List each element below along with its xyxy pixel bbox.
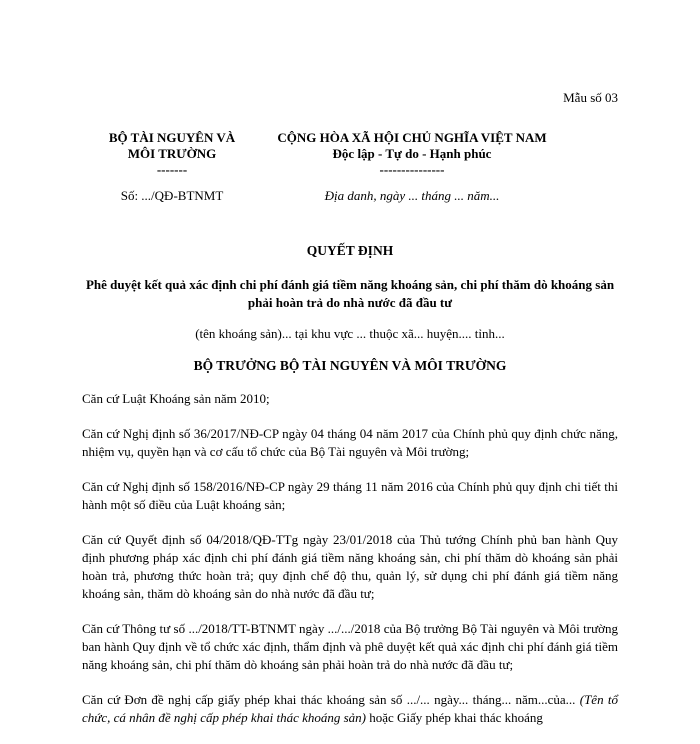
form-number: Mẫu số 03 xyxy=(563,90,618,105)
ministry-header xyxy=(82,130,262,178)
document-title: QUYẾT ĐỊNH xyxy=(306,243,394,258)
document-number: Số: .../QĐ-BTNMT xyxy=(120,188,224,203)
legal-basis-paragraph: Căn cứ Quyết định số 04/2018/QĐ-TTg ngày 23/01/2018 của Thủ tướng Chính phủ ban hành Quy định phương pháp xác định chi phí đánh giá tiềm năng khoáng sản, chi phí thăm dò khoáng sản phải hoàn trả, phương thức hoàn trả; quy định chế độ thu, quản lý, sử dụng chi phí đánh giá tiềm năng khoáng sản, thăm dò khoáng sản do nhà nước đã đầu tư; xyxy=(82,532,618,601)
ministry-name-line1: BỘ TÀI NGUYÊN VÀ xyxy=(108,130,236,145)
nation-header xyxy=(262,130,562,178)
nation-name: CỘNG HÒA XÃ HỘI CHỦ NGHĨA VIỆT NAM xyxy=(277,130,547,145)
paragraph-text-start: Căn cứ Đơn đề nghị cấp giấy phép khai thác khoáng sản số .../... ngày... tháng... năm...của... xyxy=(82,692,576,707)
nation-motto: Độc lập - Tự do - Hạnh phúc xyxy=(332,146,492,161)
issuing-authority: BỘ TRƯỞNG BỘ TÀI NGUYÊN VÀ MÔI TRƯỜNG xyxy=(193,358,507,373)
legal-basis-paragraph: Căn cứ Nghị định số 36/2017/NĐ-CP ngày 04 tháng 04 năm 2017 của Chính phủ quy định chức năng, nhiệm vụ, quyền hạn và cơ cấu tổ chức của Bộ Tài nguyên và Môi trường; xyxy=(82,426,618,459)
legal-basis-paragraph-last xyxy=(82,691,618,727)
ministry-divider: ------- xyxy=(156,162,188,177)
legal-basis-paragraph: Căn cứ Thông tư số .../2018/TT-BTNMT ngày .../.../2018 của Bộ trưởng Bộ Tài nguyên và Môi trường ban hành Quy định về tổ chức xác định, thẩm định và phê duyệt kết quả xác định chi phí đánh giá tiềm năng khoáng sản, chi phí thăm dò khoáng sản phải hoàn trả do nhà nước đã đầu tư; xyxy=(82,621,618,672)
ministry-name-line2: MÔI TRƯỜNG xyxy=(127,146,217,161)
place-date: Địa danh, ngày ... tháng ... năm... xyxy=(324,188,500,203)
document-body xyxy=(82,390,618,744)
nation-divider: --------------- xyxy=(379,162,445,177)
legal-basis-paragraph: Căn cứ Luật Khoáng sản năm 2010; xyxy=(82,391,270,406)
paragraph-text-italic: (Tên tổ chức, cá nhân đề nghị cấp phép khai thác khoáng sản) xyxy=(82,692,618,725)
mineral-location-line: (tên khoáng sản)... tại khu vực ... thuộc xã... huyện.... tỉnh... xyxy=(195,326,505,341)
paragraph-text-end: hoặc Giấy phép khai thác khoáng xyxy=(366,710,543,725)
legal-basis-paragraph: Căn cứ Nghị định số 158/2016/NĐ-CP ngày 29 tháng 11 năm 2016 của Chính phủ quy định chi tiết thi hành một số điều của Luật khoáng sản; xyxy=(82,479,618,512)
document-subtitle: Phê duyệt kết quả xác định chi phí đánh giá tiềm năng khoáng sản, chi phí thăm dò khoáng sản phải hoàn trả do nhà nước đã đầu tư xyxy=(85,277,615,310)
